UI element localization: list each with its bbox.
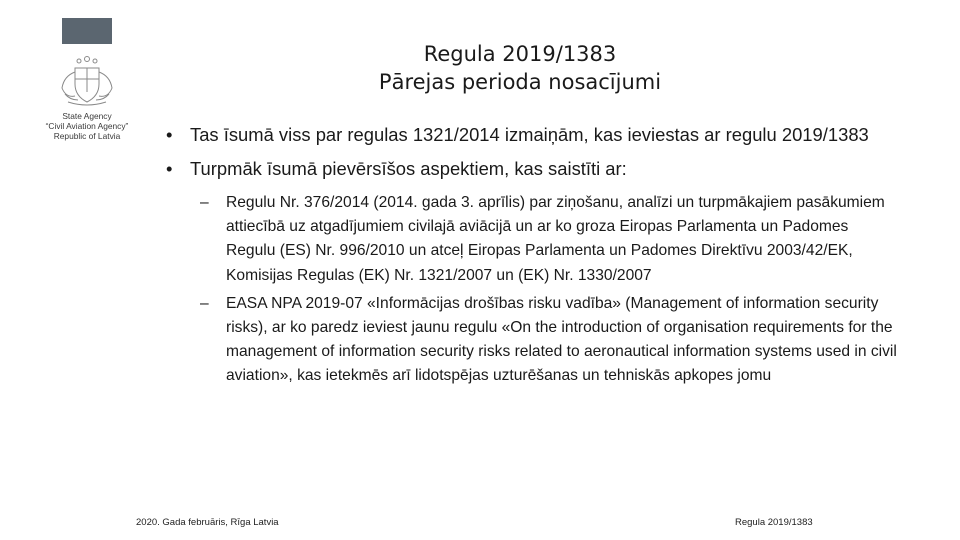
bullet-text: Turpmāk īsumā pievērsīšos aspektiem, kas saistīti ar:	[190, 158, 627, 179]
bullet-text: Tas īsumā viss par regulas 1321/2014 izmaiņām, kas ieviestas ar regulu 2019/1383	[190, 124, 869, 145]
bullet-item	[166, 157, 906, 181]
sub-bullet-item	[200, 191, 900, 288]
sub-bullet-text: EASA NPA 2019-07 «Informācijas drošības risku vadība» (Management of information security risks), ar ko paredz ieviest jaunu regulu «On the introduction of organisation requirements for the management of information security risks related to aeronautical information systems used in civil aviation», kas ietekmēs arī lidotspējas uzturēšanas un tehniskās apkopes jomu	[226, 294, 897, 385]
bullet-marker: •	[166, 158, 173, 179]
agency-line: Republic of Latvia	[53, 131, 121, 141]
footer-date-location: 2020. Gada februāris, Rīga Latvia	[136, 517, 279, 528]
slide-title	[320, 40, 720, 96]
bullet-list	[166, 123, 906, 393]
dash-marker: –	[200, 294, 209, 312]
footer-document-ref: Regula 2019/1383	[735, 517, 813, 528]
agency-line: “Civil Aviation Agency”	[45, 121, 129, 131]
agency-line: State Agency	[62, 111, 112, 121]
sub-bullet-text: Regulu Nr. 376/2014 (2014. gada 3. aprīlis) par ziņošanu, analīzi un turpmākajiem pasākumiem attiecībā uz atgadījumiem civilajā aviācijā un ar ko groza Eiropas Parlamenta un Padomes Regulu (ES) Nr. 996/2010 un atceļ Eiropas Parlamenta un Padomes Direktīvu 2003/42/EK, Komisijas Regulas (EK) Nr. 1321/2007 un (EK) Nr. 1330/2007	[226, 194, 885, 284]
title-line-2: Pārejas perioda nosacījumi	[378, 70, 662, 94]
agency-name	[36, 111, 138, 141]
logo-bar	[62, 18, 112, 44]
sub-bullet-list	[200, 191, 900, 389]
dash-marker: –	[200, 194, 209, 211]
sub-bullet-item	[200, 292, 900, 389]
title-line-1: Regula 2019/1383	[423, 42, 617, 66]
latvia-coat-of-arms-icon	[56, 52, 118, 108]
bullet-marker: •	[166, 124, 173, 145]
bullet-item	[166, 123, 906, 147]
